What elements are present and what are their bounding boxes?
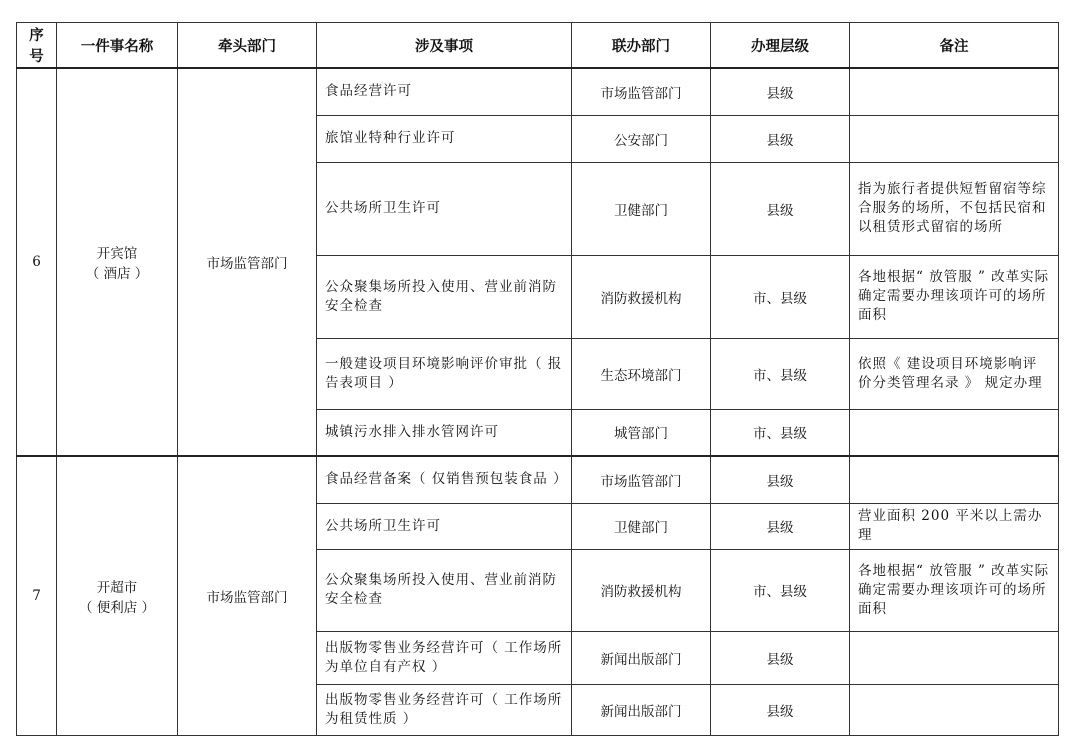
lead-dept-cell: 市场监管部门	[178, 68, 317, 456]
level-cell: 县级	[711, 162, 850, 255]
header-level: 办理层级	[711, 23, 850, 69]
joint-dept-cell: 公安部门	[572, 115, 711, 162]
table-row	[17, 68, 1059, 115]
note-cell: 各地根据“ 放管服 ” 改革实际确定需要办理该项许可的场所面积	[850, 549, 1059, 631]
joint-dept-cell: 消防救援机构	[572, 549, 711, 631]
item-cell: 出版物零售业务经营许可（ 工作场所为租赁性质 ）	[317, 684, 572, 735]
header-row	[17, 23, 1059, 69]
joint-dept-cell: 市场监管部门	[572, 456, 711, 503]
note-cell: 各地根据“ 放管服 ” 改革实际确定需要办理该项许可的场所面积	[850, 255, 1059, 338]
matters-table	[16, 22, 1059, 736]
note-cell: 营业面积 200 平米以上需办理	[850, 503, 1059, 549]
level-cell: 市、县级	[711, 338, 850, 409]
joint-dept-cell: 市场监管部门	[572, 68, 711, 115]
level-cell: 市、县级	[711, 255, 850, 338]
level-cell: 县级	[711, 68, 850, 115]
item-cell: 公共场所卫生许可	[317, 503, 572, 549]
joint-dept-cell: 卫健部门	[572, 503, 711, 549]
level-cell: 县级	[711, 456, 850, 503]
note-cell: 依照《 建设项目环境影响评价分类管理名录 》 规定办理	[850, 338, 1059, 409]
header-joint-dept: 联办部门	[572, 23, 711, 69]
note-cell	[850, 456, 1059, 503]
item-cell: 食品经营许可	[317, 68, 572, 115]
joint-dept-cell: 城管部门	[572, 409, 711, 456]
item-cell: 公众聚集场所投入使用、营业前消防安全检查	[317, 255, 572, 338]
item-cell: 食品经营备案（ 仅销售预包装食品 ）	[317, 456, 572, 503]
note-cell	[850, 115, 1059, 162]
item-cell: 城镇污水排入排水管网许可	[317, 409, 572, 456]
note-cell	[850, 409, 1059, 456]
joint-dept-cell: 新闻出版部门	[572, 684, 711, 735]
level-cell: 市、县级	[711, 409, 850, 456]
note-cell: 指为旅行者提供短暂留宿等综合服务的场所，不包括民宿和以租赁形式留宿的场所	[850, 162, 1059, 255]
item-cell: 出版物零售业务经营许可（ 工作场所为单位自有产权 ）	[317, 631, 572, 684]
joint-dept-cell: 卫健部门	[572, 162, 711, 255]
level-cell: 县级	[711, 115, 850, 162]
note-cell	[850, 68, 1059, 115]
note-cell	[850, 631, 1059, 684]
item-cell: 旅馆业特种行业许可	[317, 115, 572, 162]
joint-dept-cell: 消防救援机构	[572, 255, 711, 338]
item-cell: 一般建设项目环境影响评价审批（ 报告表项目 ）	[317, 338, 572, 409]
matter-name-note: （ 便利店 ）	[78, 599, 156, 616]
item-cell: 公众聚集场所投入使用、营业前消防安全检查	[317, 549, 572, 631]
matter-name: 开宾馆	[96, 246, 138, 262]
item-cell: 公共场所卫生许可	[317, 162, 572, 255]
matter-name: 开超市	[96, 579, 138, 596]
note-cell	[850, 684, 1059, 735]
matter-name-cell	[57, 68, 178, 456]
matter-name-cell	[57, 456, 178, 735]
seq-cell: 6	[17, 68, 57, 456]
header-items: 涉及事项	[317, 23, 572, 69]
matter-name-note: （ 酒店 ）	[85, 266, 149, 282]
table-row	[17, 456, 1059, 503]
joint-dept-cell: 新闻出版部门	[572, 631, 711, 684]
level-cell: 县级	[711, 503, 850, 549]
lead-dept-cell: 市场监管部门	[178, 456, 317, 735]
joint-dept-cell: 生态环境部门	[572, 338, 711, 409]
header-lead-dept: 牵头部门	[178, 23, 317, 69]
level-cell: 县级	[711, 684, 850, 735]
seq-cell: 7	[17, 456, 57, 735]
header-name: 一件事名称	[57, 23, 178, 69]
level-cell: 县级	[711, 631, 850, 684]
level-cell: 市、县级	[711, 549, 850, 631]
header-seq: 序号	[17, 23, 57, 69]
header-note: 备注	[850, 23, 1059, 69]
